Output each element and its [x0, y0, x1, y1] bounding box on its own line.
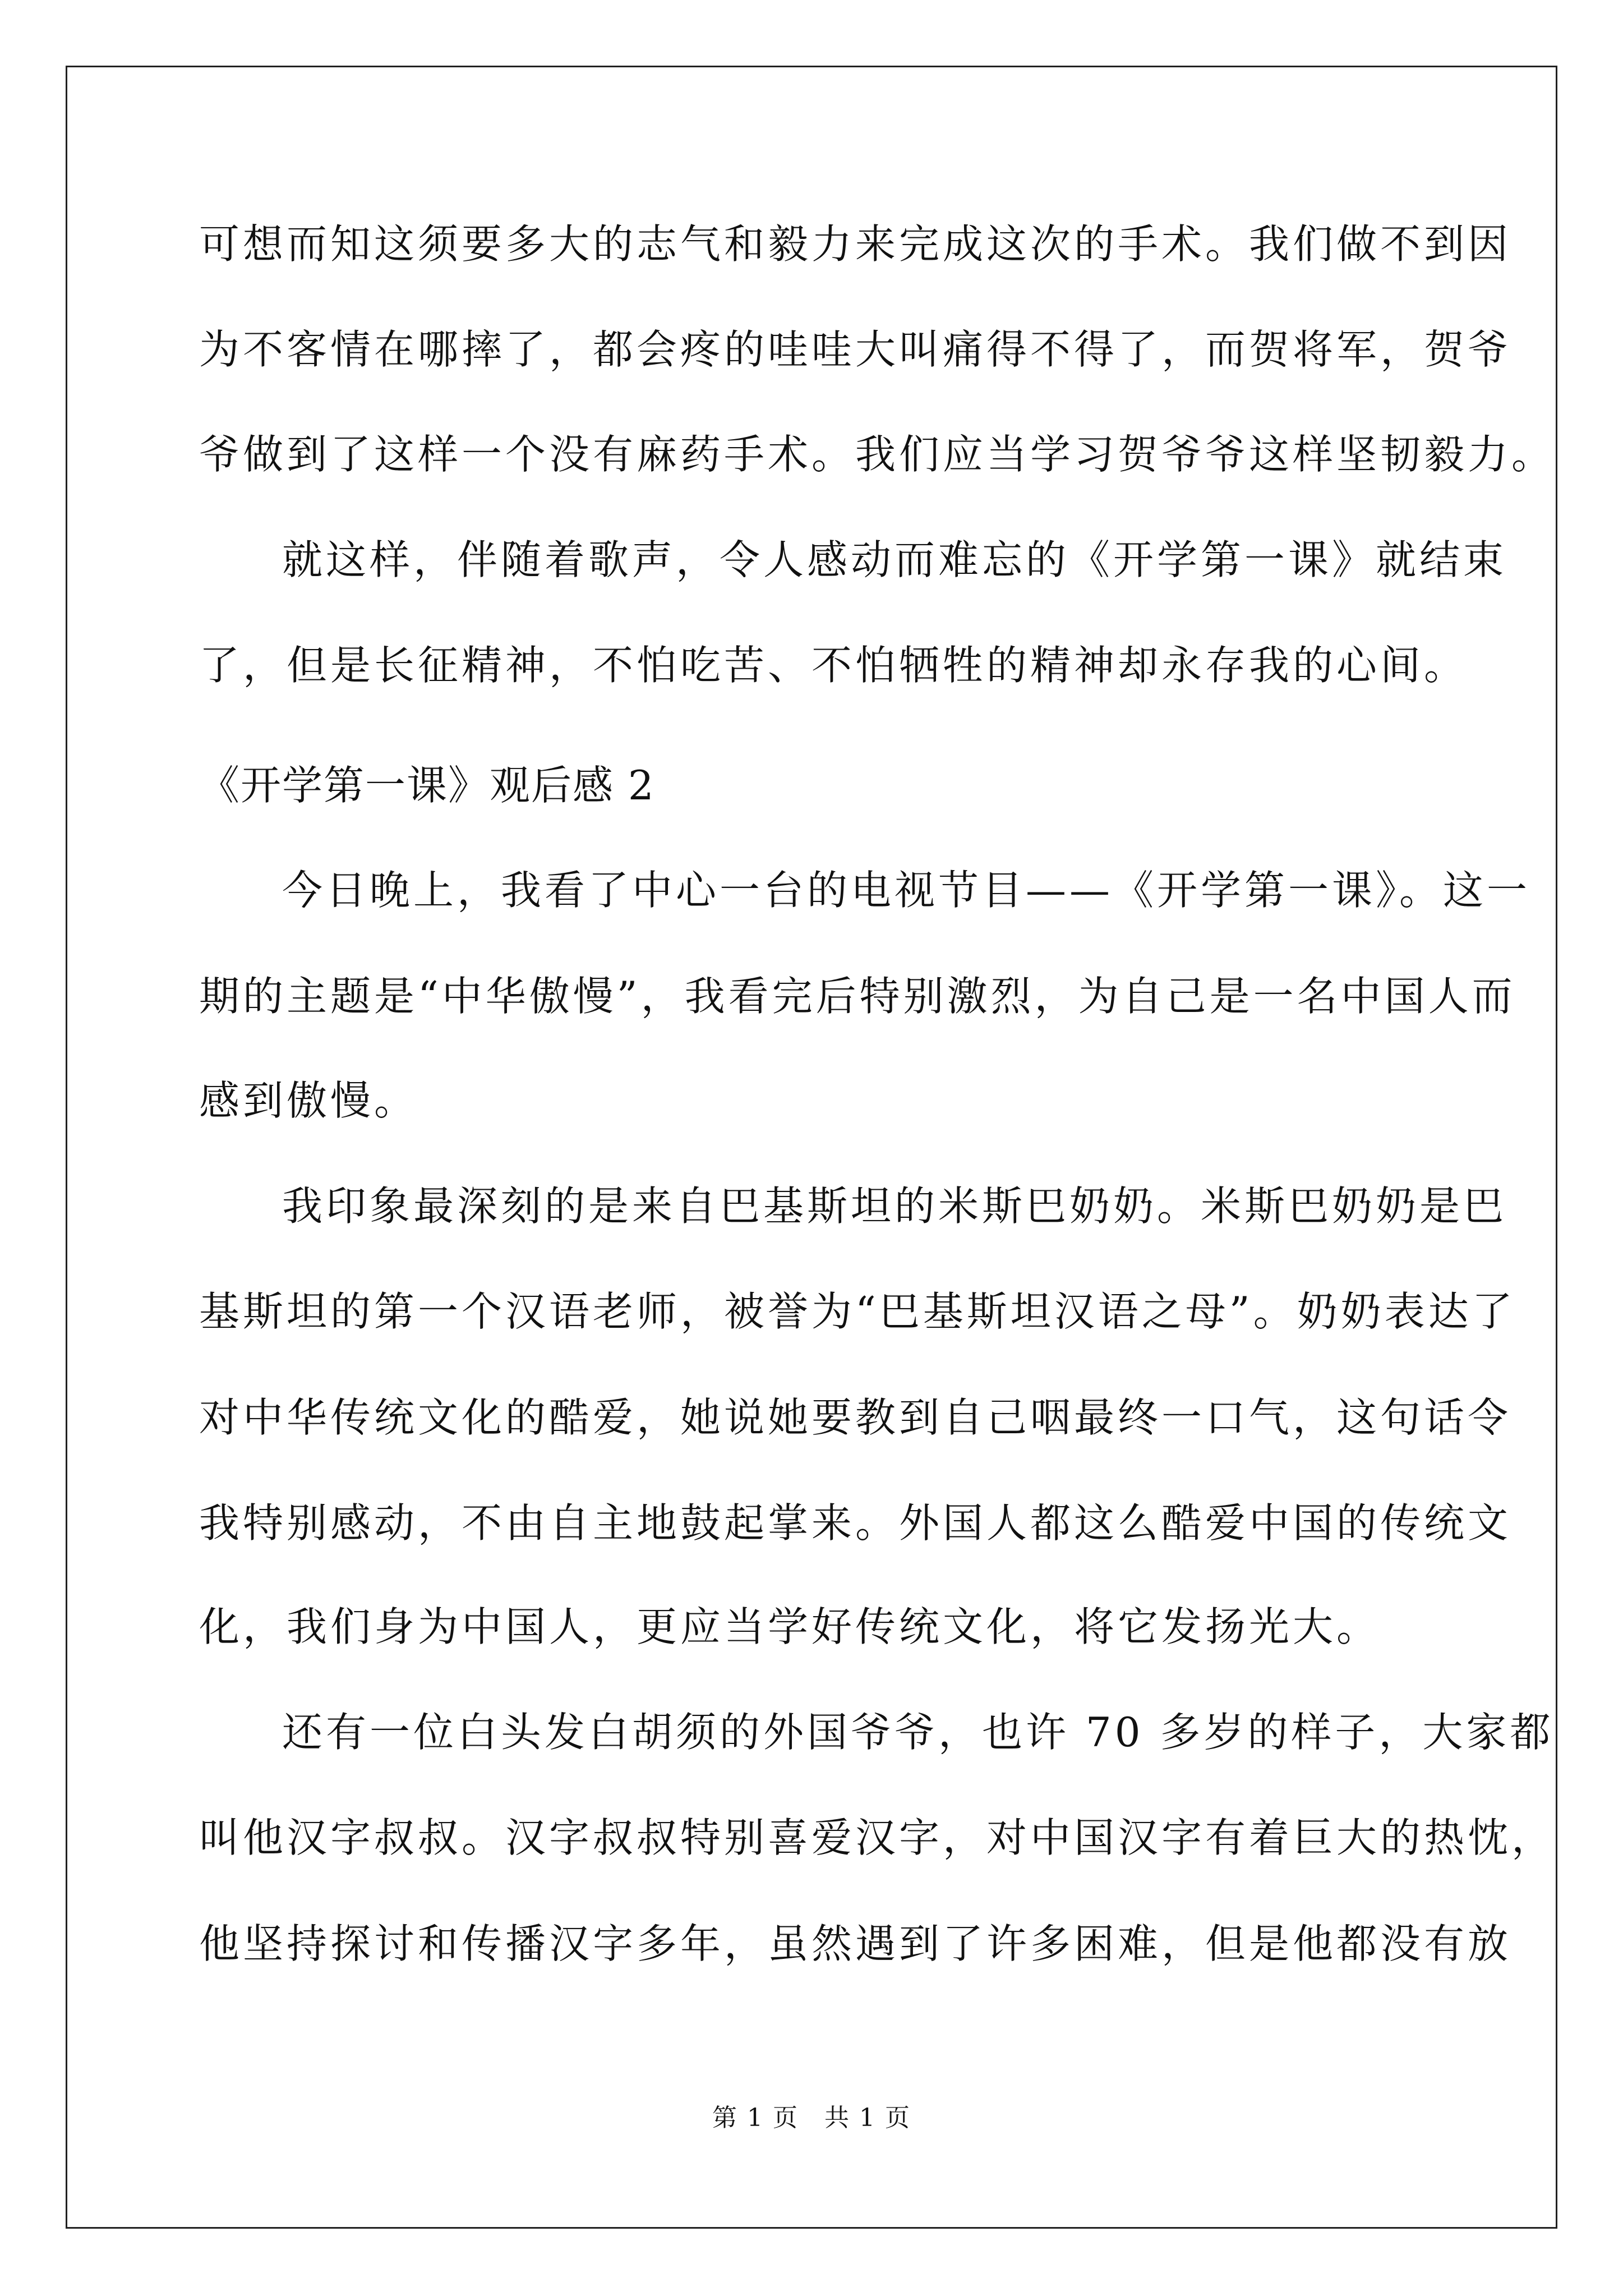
body-text-line: 对中华传统文化的酷爱，她说她要教到自己咽最终一口气，这句话令 — [199, 1394, 1512, 1441]
body-text-line: 基斯坦的第一个汉语老师，被誉为“巴基斯坦汉语之母”。奶奶表达了 — [199, 1288, 1516, 1335]
body-text-line: 可想而知这须要多大的志气和毅力来完成这次的手术。我们做不到因 — [199, 220, 1512, 268]
paragraph-first-line: 就这样，伴随着歌声，令人感动而难忘的《开学第一课》就结束 — [282, 536, 1507, 583]
paragraph-first-line: 今日晚上，我看了中心一台的电视节目——《开学第一课》。这一 — [282, 867, 1531, 914]
section-heading: 《开学第一课》观后感 2 — [199, 762, 655, 809]
body-text-line: 我特别感动，不由自主地鼓起掌来。外国人都这么酷爱中国的传统文 — [199, 1499, 1512, 1547]
body-text-line: 爷做到了这样一个没有麻药手术。我们应当学习贺爷爷这样坚韧毅力。 — [199, 431, 1556, 478]
body-text-line: 期的主题是“中华傲慢”，我看完后特别激烈，为自己是一名中国人而 — [199, 973, 1516, 1020]
body-text-line: 感到傲慢。 — [199, 1077, 418, 1124]
page-border — [66, 66, 1557, 2229]
body-text-line: 化，我们身为中国人，更应当学好传统文化，将它发扬光大。 — [199, 1603, 1381, 1650]
paragraph-first-line: 我印象最深刻的是来自巴基斯坦的米斯巴奶奶。米斯巴奶奶是巴 — [282, 1182, 1507, 1230]
paragraph-first-line: 还有一位白头发白胡须的外国爷爷，也许 70 多岁的样子，大家都 — [282, 1709, 1554, 1756]
page-footer: 第 1 页 共 1 页 — [712, 2104, 911, 2132]
body-text-line: 他坚持探讨和传播汉字多年，虽然遇到了许多困难，但是他都没有放 — [199, 1920, 1512, 1967]
body-text-line: 叫他汉字叔叔。汉字叔叔特别喜爱汉字，对中国汉字有着巨大的热忱， — [199, 1814, 1556, 1861]
body-text-line: 了，但是长征精神，不怕吃苦、不怕牺牲的精神却永存我的心间。 — [199, 642, 1468, 689]
body-text-line: 为不客情在哪摔了，都会疼的哇哇大叫痛得不得了，而贺将军，贺爷 — [199, 326, 1512, 373]
